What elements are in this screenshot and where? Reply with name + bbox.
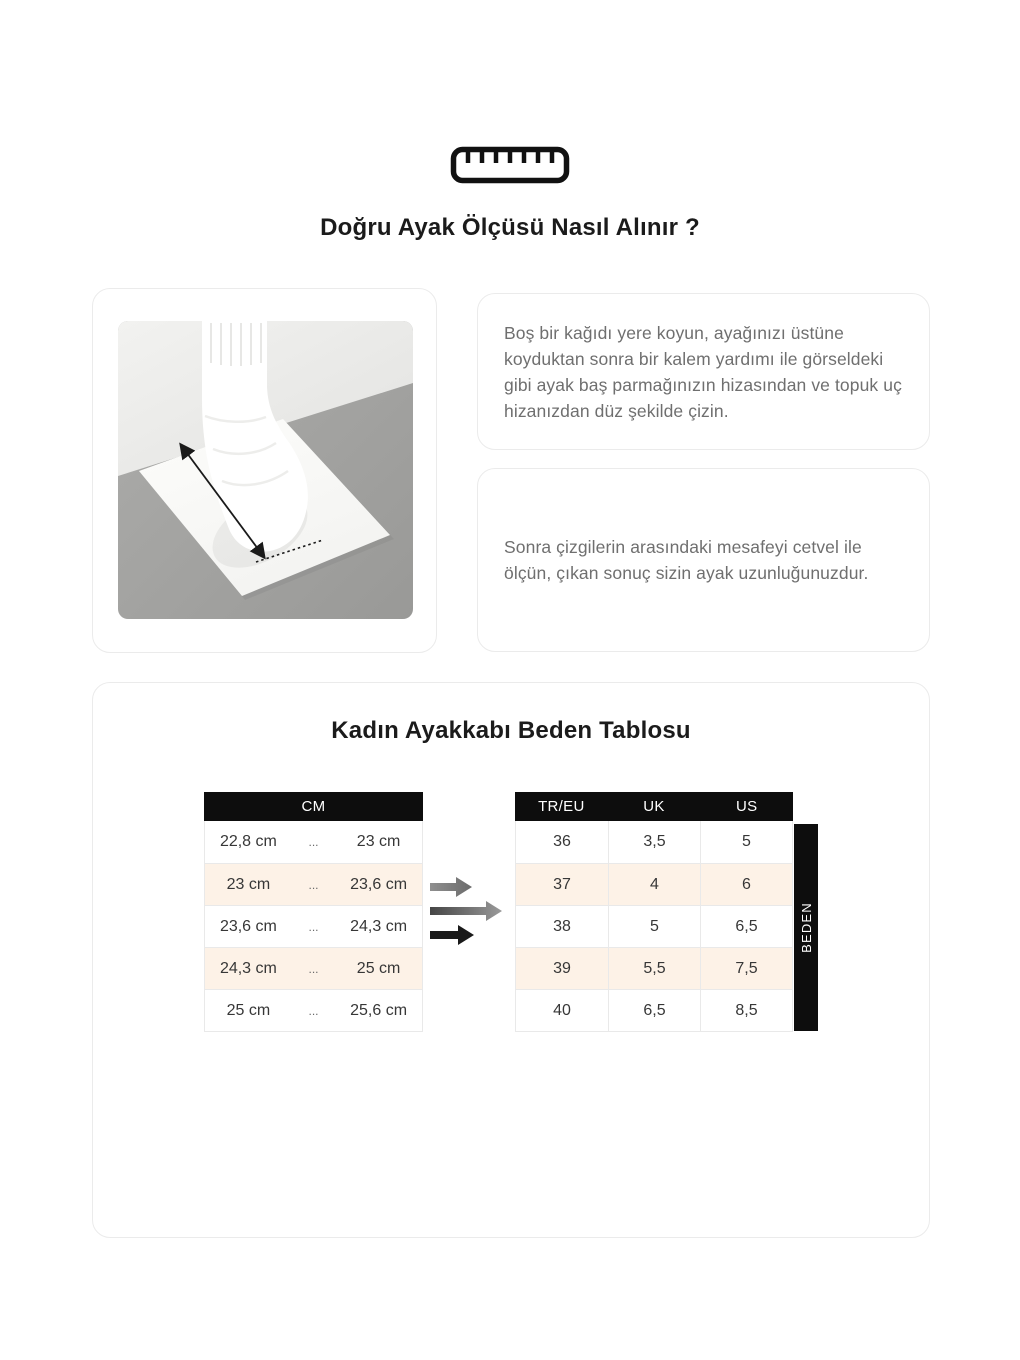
cm-max: 25,6 cm [350, 1001, 408, 1019]
size-tr-eu: 40 [553, 1002, 571, 1019]
beden-label-text: BEDEN [798, 902, 814, 953]
range-separator: ... [308, 961, 319, 976]
column-header-tr-eu: TR/EU [538, 798, 585, 815]
range-separator: ... [308, 919, 319, 934]
size-us: 8,5 [700, 990, 792, 1032]
size-tr-eu: 38 [553, 918, 571, 935]
instruction-text-draw: Boş bir kağıdı yere koyun, ayağınızı üstüne koyduktan sonra bir kalem yardımı ile görseldeki gibi ayak baş parmağınızın hizasından ve topuk uç hizanızdan düz şekilde çizin. [504, 322, 902, 421]
cm-min: 25 cm [226, 1001, 271, 1019]
table-row [516, 821, 792, 863]
cm-max: 23,6 cm [350, 875, 408, 893]
size-uk: 5,5 [608, 948, 700, 990]
transfer-arrows-icon [430, 873, 510, 949]
table-row [205, 863, 422, 905]
size-us: 7,5 [700, 948, 792, 990]
size-table-card [92, 682, 930, 1238]
conversion-table-header [515, 792, 793, 821]
cm-min: 23 cm [226, 875, 271, 893]
cm-table-header [204, 792, 423, 821]
size-uk: 6,5 [608, 990, 700, 1032]
size-us: 6 [700, 864, 792, 906]
table-row [205, 905, 422, 947]
cm-min: 22,8 cm [219, 833, 277, 850]
size-tr-eu: 37 [553, 876, 571, 893]
table-row [205, 989, 422, 1031]
table-row [205, 821, 422, 863]
ruler-icon [0, 146, 1020, 184]
page-title: Doğru Ayak Ölçüsü Nasıl Alınır ? [320, 214, 700, 241]
range-separator: ... [308, 835, 319, 849]
table-row [205, 947, 422, 989]
table-row [516, 947, 792, 989]
table-row [516, 863, 792, 905]
measurement-photo-card [92, 288, 437, 653]
size-uk: 5 [608, 906, 700, 948]
size-tr-eu: 39 [553, 960, 571, 977]
cm-min: 23,6 cm [219, 917, 277, 935]
column-header-cm: CM [301, 798, 326, 815]
size-conversion-table [515, 792, 793, 1032]
column-header-us: US [735, 798, 758, 815]
table-row [516, 989, 792, 1031]
instruction-card-draw [477, 293, 930, 450]
size-us: 5 [700, 821, 792, 863]
beden-side-label [794, 824, 818, 1031]
size-tr-eu: 36 [553, 833, 571, 850]
cm-min: 24,3 cm [219, 959, 277, 977]
cm-range-table [204, 792, 423, 1032]
size-us: 6,5 [700, 906, 792, 948]
instruction-text-measure: Sonra çizgilerin arasındaki mesafeyi cetvel ile ölçün, çıkan sonuç sizin ayak uzunluğunuzdur. [504, 537, 869, 583]
cm-max: 23 cm [356, 833, 401, 850]
column-header-uk: UK [643, 798, 665, 815]
size-uk: 4 [608, 864, 700, 906]
range-separator: ... [308, 877, 319, 892]
cm-max: 25 cm [356, 959, 401, 977]
table-row [516, 905, 792, 947]
cm-max: 24,3 cm [350, 917, 408, 935]
foot-measurement-photo [118, 321, 413, 619]
size-uk: 3,5 [608, 821, 700, 863]
range-separator: ... [308, 1003, 319, 1018]
instruction-card-measure [477, 468, 930, 652]
size-table-title: Kadın Ayakkabı Beden Tablosu [331, 717, 691, 744]
